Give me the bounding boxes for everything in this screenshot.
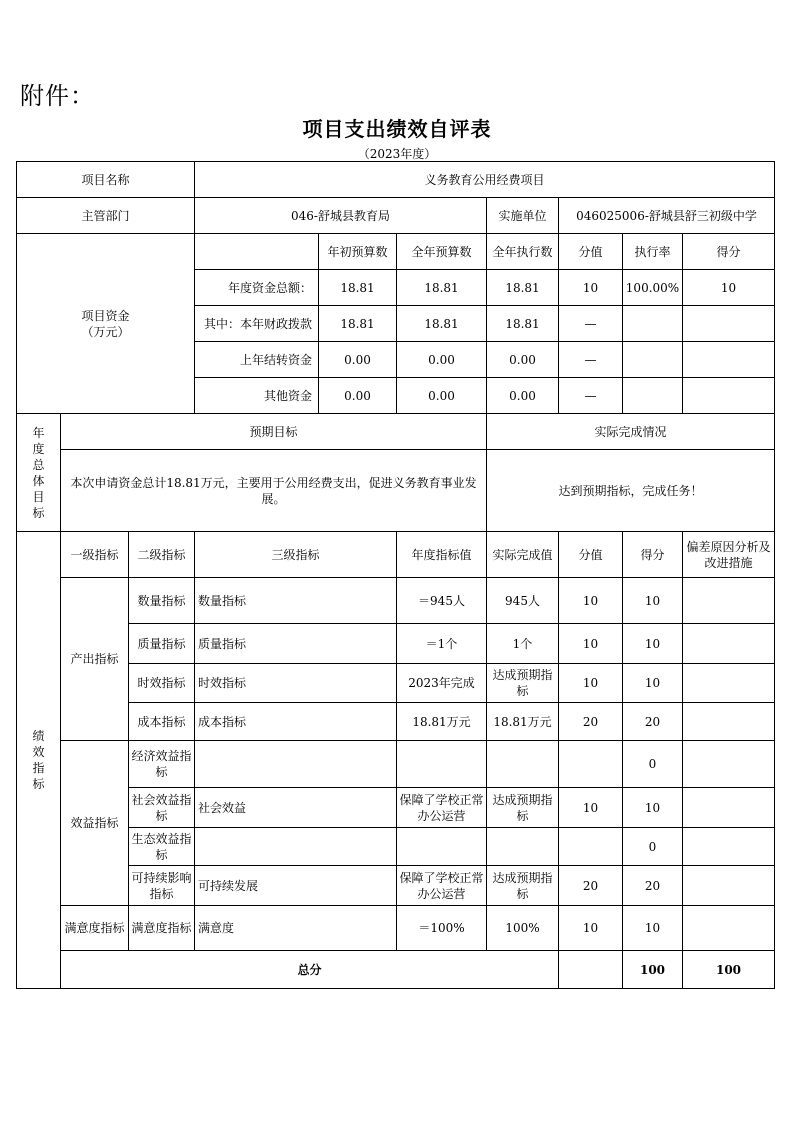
funds-row-annual: 0.00 [397, 342, 487, 378]
dept-value: 046-舒城县教育局 [195, 198, 487, 234]
funds-header-annual: 全年预算数 [397, 234, 487, 270]
funds-row-initial: 18.81 [319, 270, 397, 306]
funds-row-rate [623, 306, 683, 342]
ind-level3 [195, 828, 397, 866]
ind-level1: 产出指标 [61, 578, 129, 741]
funds-row-rate [623, 378, 683, 414]
ind-level3: 可持续发展 [195, 866, 397, 906]
total-label: 总分 [61, 951, 559, 989]
goals-side-label [17, 414, 61, 532]
ind-level1: 效益指标 [61, 741, 129, 906]
funds-row-value: — [559, 378, 623, 414]
page-subtitle: （2023年度） [357, 147, 437, 161]
unit-value: 046025006-舒城县舒三初级中学 [559, 198, 775, 234]
ind-score: 10 [623, 578, 683, 624]
ind-value: 10 [559, 624, 623, 664]
ind-value: 20 [559, 866, 623, 906]
table-row [17, 198, 775, 234]
ind-target: ＝100% [397, 906, 487, 951]
ind-remark [683, 741, 775, 788]
funds-row-value: — [559, 342, 623, 378]
funds-row-label: 其他资金 [195, 378, 319, 414]
funds-row-annual: 18.81 [397, 306, 487, 342]
funds-row-executed: 18.81 [487, 306, 559, 342]
ind-score: 0 [623, 741, 683, 788]
ind-actual: 100% [487, 906, 559, 951]
ind-level2: 社会效益指标 [129, 788, 195, 828]
ind-remark [683, 788, 775, 828]
ind-actual: 达成预期指标 [487, 866, 559, 906]
page-title: 项目支出绩效自评表 [302, 117, 492, 141]
table-row [17, 951, 775, 989]
ind-target [397, 828, 487, 866]
funds-row-annual: 18.81 [397, 270, 487, 306]
ind-header-score: 得分 [623, 532, 683, 578]
project-name-label: 项目名称 [17, 162, 195, 198]
ind-target: 保障了学校正常办公运营 [397, 788, 487, 828]
ind-level3: 数量指标 [195, 578, 397, 624]
ind-target: ＝945人 [397, 578, 487, 624]
funds-row-score: 10 [683, 270, 775, 306]
ind-remark [683, 578, 775, 624]
table-row [17, 578, 775, 624]
funds-header-executed: 全年执行数 [487, 234, 559, 270]
total-value: 100 [623, 951, 683, 989]
funds-label-line2: （万元） [81, 324, 130, 339]
table-row [17, 414, 775, 450]
ind-score: 10 [623, 788, 683, 828]
ind-header-target: 年度指标值 [397, 532, 487, 578]
ind-level2: 质量指标 [129, 624, 195, 664]
funds-header-blank [195, 234, 319, 270]
table-row [17, 741, 775, 788]
ind-score: 10 [623, 664, 683, 703]
funds-row-label: 其中：本年财政拨款 [195, 306, 319, 342]
funds-row-value: 10 [559, 270, 623, 306]
ind-score: 20 [623, 866, 683, 906]
goals-expected-header: 预期目标 [61, 414, 487, 450]
ind-value [559, 828, 623, 866]
indicators-side-label-text: 绩效指标 [32, 729, 45, 791]
ind-header-actual: 实际完成值 [487, 532, 559, 578]
performance-table [16, 161, 775, 989]
project-name-value: 义务教育公用经费项目 [195, 162, 775, 198]
ind-remark [683, 906, 775, 951]
ind-actual [487, 828, 559, 866]
ind-level2: 满意度指标 [129, 906, 195, 951]
goals-actual-text: 达到预期指标，完成任务！ [487, 450, 775, 532]
goals-actual-header: 实际完成情况 [487, 414, 775, 450]
funds-row-initial: 0.00 [319, 378, 397, 414]
ind-score: 0 [623, 828, 683, 866]
ind-level1: 满意度指标 [61, 906, 129, 951]
funds-row-initial: 0.00 [319, 342, 397, 378]
funds-label-line1: 项目资金 [81, 308, 130, 323]
ind-level2: 生态效益指标 [129, 828, 195, 866]
total-score: 100 [683, 951, 775, 989]
table-row [17, 532, 775, 578]
table-row [17, 906, 775, 951]
ind-actual: 18.81万元 [487, 703, 559, 741]
ind-value [559, 741, 623, 788]
unit-label: 实施单位 [487, 198, 559, 234]
dept-label: 主管部门 [17, 198, 195, 234]
ind-actual [487, 741, 559, 788]
goals-expected-text: 本次申请资金总计18.81万元，主要用于公用经费支出，促进义务教育事业发展。 [61, 450, 487, 532]
funds-row-score [683, 378, 775, 414]
funds-row-label: 年度资金总额： [195, 270, 319, 306]
ind-level3: 满意度 [195, 906, 397, 951]
ind-remark [683, 866, 775, 906]
ind-value: 10 [559, 906, 623, 951]
ind-target [397, 741, 487, 788]
total-blank [559, 951, 623, 989]
goals-side-label-text: 年度总体目标 [32, 425, 45, 520]
indicators-side-label [17, 532, 61, 989]
funds-row-rate [623, 342, 683, 378]
ind-target: 2023年完成 [397, 664, 487, 703]
funds-header-value: 分值 [559, 234, 623, 270]
ind-score: 10 [623, 906, 683, 951]
funds-row-score [683, 342, 775, 378]
ind-header-level2: 二级指标 [129, 532, 195, 578]
table-row [17, 450, 775, 532]
funds-header-score: 得分 [683, 234, 775, 270]
table-row [17, 866, 775, 906]
table-row [17, 828, 775, 866]
ind-value: 10 [559, 664, 623, 703]
funds-row-score [683, 306, 775, 342]
funds-row-annual: 0.00 [397, 378, 487, 414]
ind-remark [683, 828, 775, 866]
ind-level3: 成本指标 [195, 703, 397, 741]
ind-value: 20 [559, 703, 623, 741]
ind-level2: 数量指标 [129, 578, 195, 624]
attachment-label: 附件： [20, 82, 95, 110]
ind-remark [683, 703, 775, 741]
ind-value: 10 [559, 578, 623, 624]
ind-level2: 可持续影响指标 [129, 866, 195, 906]
ind-level3: 社会效益 [195, 788, 397, 828]
funds-header-rate: 执行率 [623, 234, 683, 270]
funds-row-initial: 18.81 [319, 306, 397, 342]
ind-header-remark: 偏差原因分析及改进措施 [683, 532, 775, 578]
table-row [17, 234, 775, 270]
ind-score: 10 [623, 624, 683, 664]
table-row [17, 703, 775, 741]
ind-header-value: 分值 [559, 532, 623, 578]
ind-actual: 945人 [487, 578, 559, 624]
ind-level2: 成本指标 [129, 703, 195, 741]
ind-remark [683, 624, 775, 664]
funds-row-executed: 0.00 [487, 378, 559, 414]
funds-row-label: 上年结转资金 [195, 342, 319, 378]
ind-target: 保障了学校正常办公运营 [397, 866, 487, 906]
table-row [17, 788, 775, 828]
ind-score: 20 [623, 703, 683, 741]
ind-value: 10 [559, 788, 623, 828]
ind-actual: 达成预期指标 [487, 664, 559, 703]
ind-target: 18.81万元 [397, 703, 487, 741]
table-row [17, 664, 775, 703]
ind-level2: 经济效益指标 [129, 741, 195, 788]
funds-label [17, 234, 195, 414]
ind-target: ＝1个 [397, 624, 487, 664]
ind-level3: 质量指标 [195, 624, 397, 664]
funds-header-initial: 年初预算数 [319, 234, 397, 270]
table-row [17, 162, 775, 198]
ind-level2: 时效指标 [129, 664, 195, 703]
ind-header-level1: 一级指标 [61, 532, 129, 578]
funds-row-executed: 18.81 [487, 270, 559, 306]
funds-row-executed: 0.00 [487, 342, 559, 378]
funds-row-rate: 100.00% [623, 270, 683, 306]
table-row [17, 624, 775, 664]
ind-header-level3: 三级指标 [195, 532, 397, 578]
ind-level3: 时效指标 [195, 664, 397, 703]
ind-actual: 达成预期指标 [487, 788, 559, 828]
funds-row-value: — [559, 306, 623, 342]
ind-remark [683, 664, 775, 703]
ind-actual: 1个 [487, 624, 559, 664]
ind-level3 [195, 741, 397, 788]
